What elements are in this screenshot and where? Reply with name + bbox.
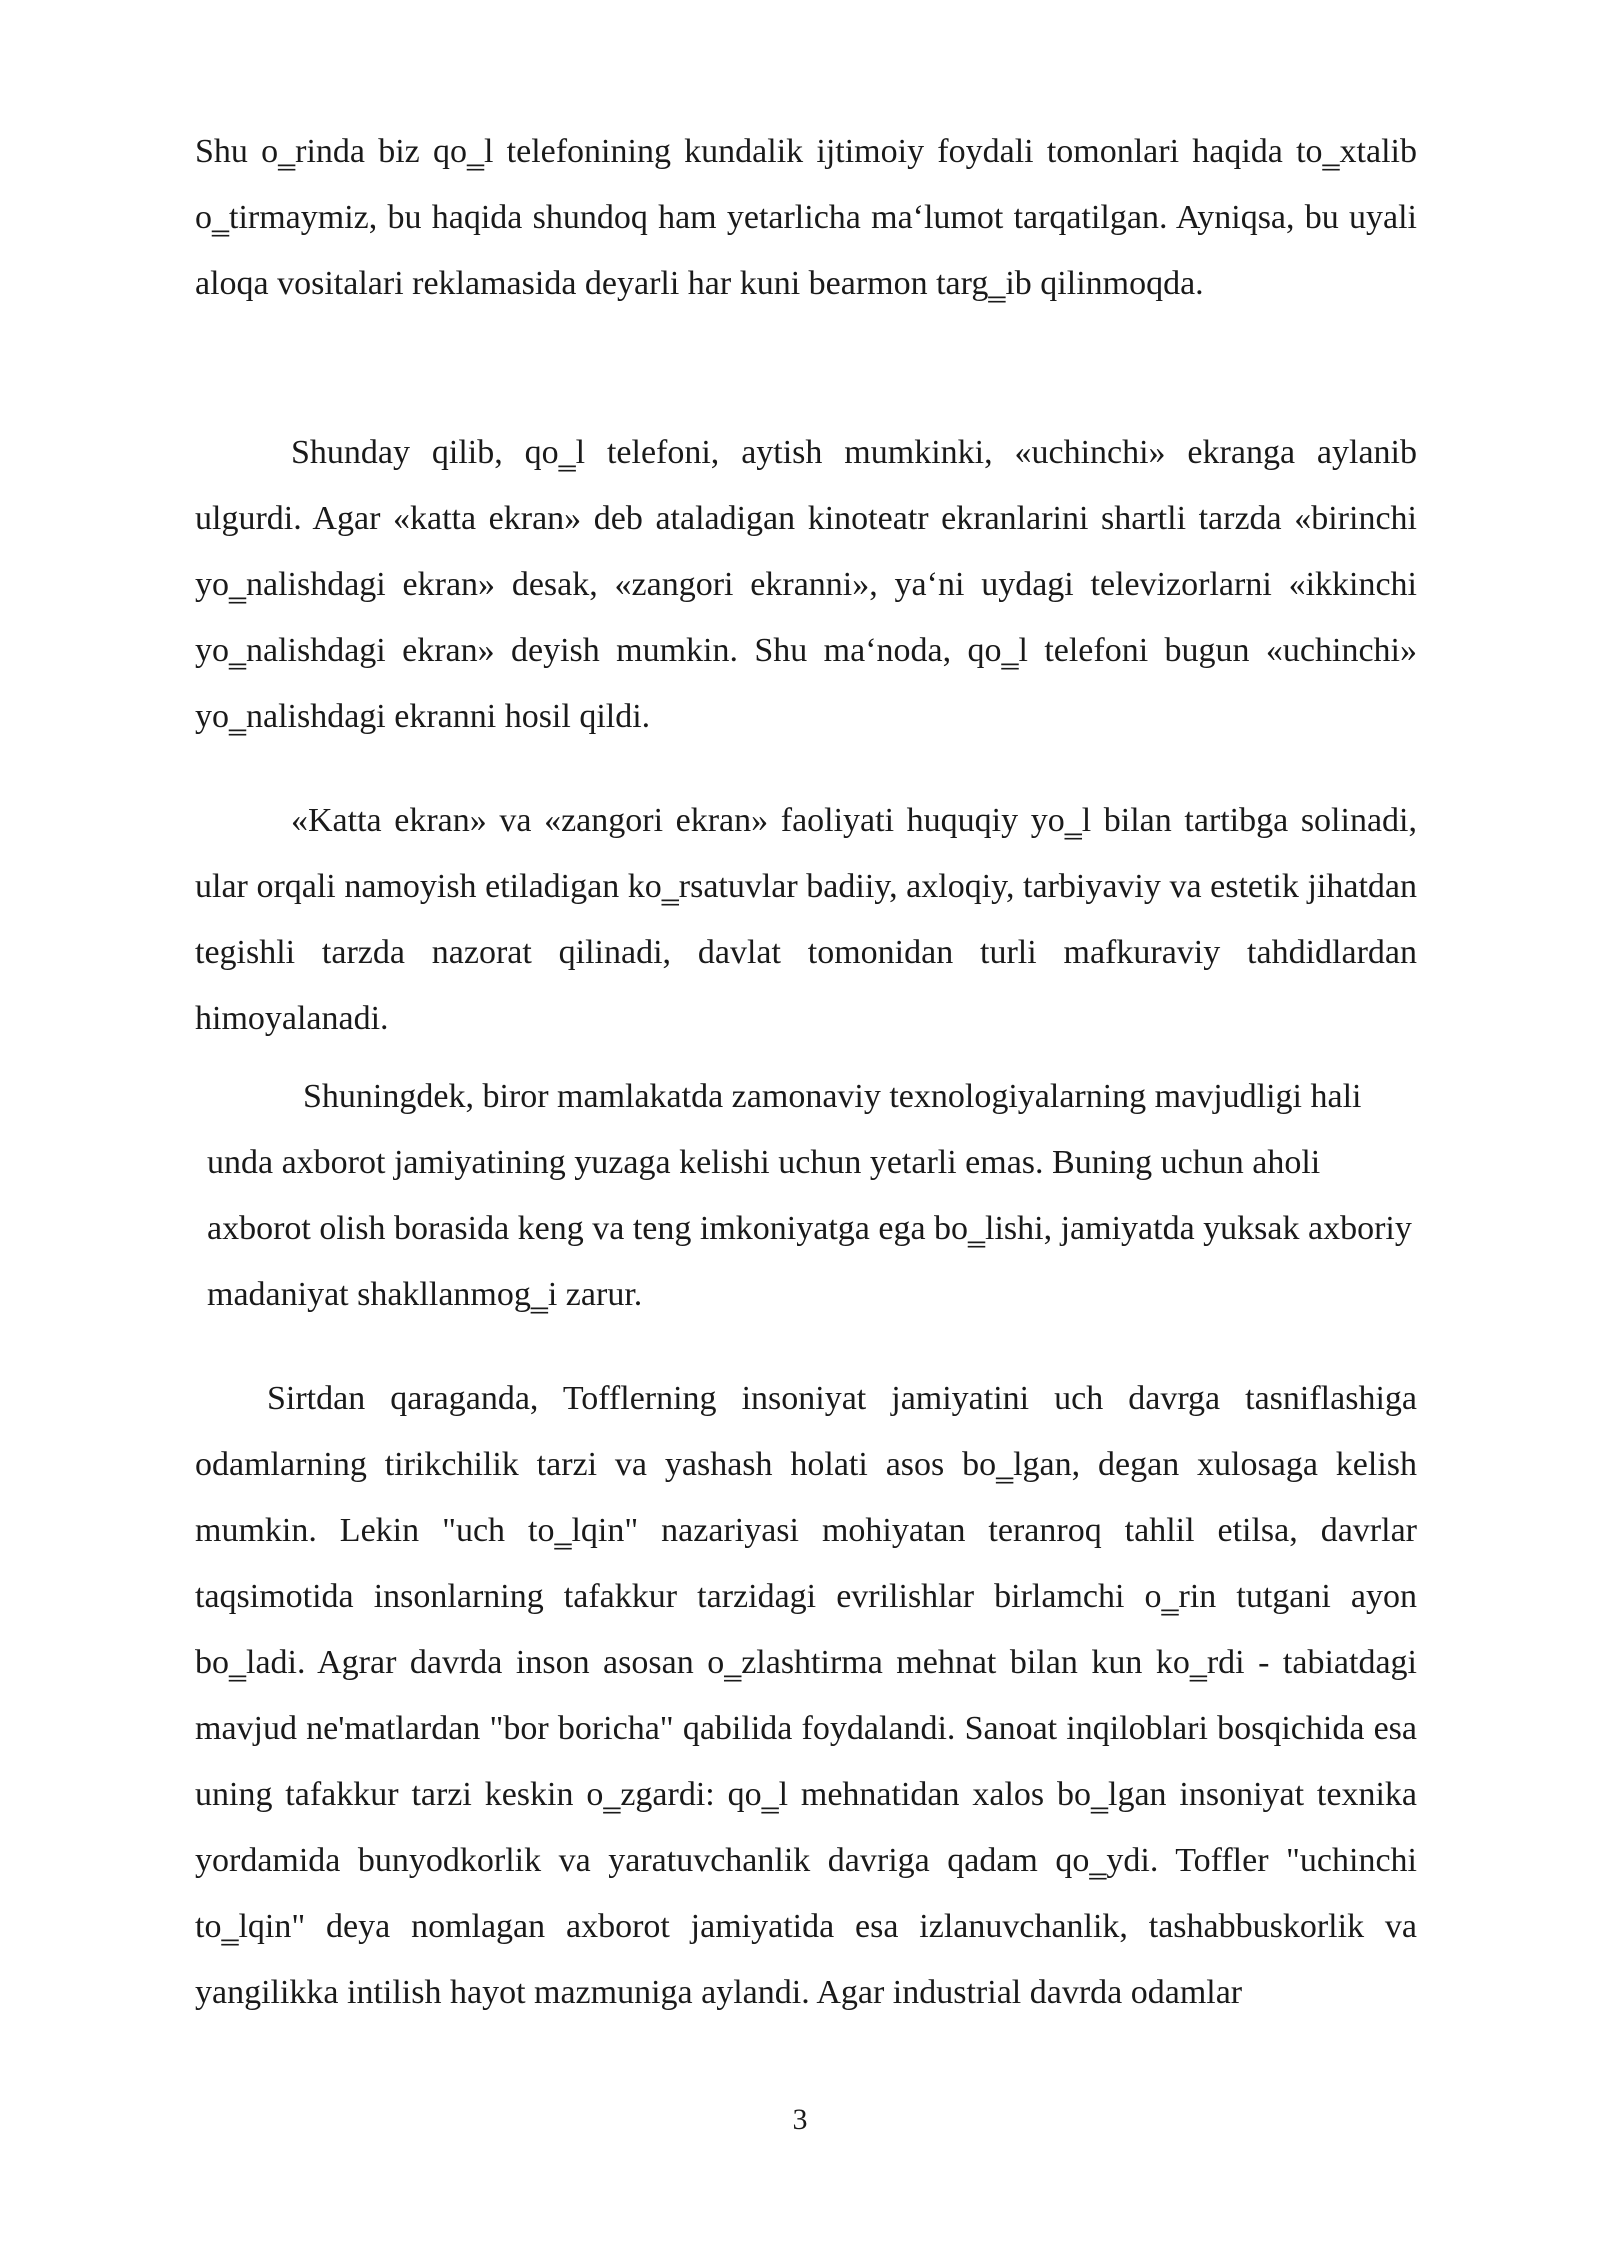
- paragraph-4: Shuningdek, biror mamlakatda zamonaviy texnologiyalarning mavjudligi hali unda axborot jamiyatining yuzaga kelishi uchun yetarli emas. Buning uchun aholi axborot olish borasida keng va teng imkoniyatga ega bo‗lishi, jamiyatda yuksak axboriy madaniyat shakllanmog‗i zarur.: [207, 1078, 1412, 1313]
- paragraph-3: «Katta ekran» va «zangori ekran» faoliyati huquqiy yo‗l bilan tartibga solinadi, ular orqali namoyish etiladigan ko‗rsatuvlar badiiy, axloqiy, tarbiyaviy va estetik jihatdan tegishli tarzda nazorat qilinadi, davlat tomonidan turli mafkuraviy tahdidlardan himoyalanadi.: [195, 802, 1417, 1037]
- paragraph-1: Shu o‗rinda biz qo‗l telefonining kundalik ijtimoiy foydali tomonlari haqida to‗xtalib o‗tirmaymiz, bu haqida shundoq ham yetarlicha ma‘lumot tarqatilgan. Ayniqsa, bu uyali aloqa vositalari reklamasida deyarli har kuni bearmon targ‗ib qilinmoqda.: [195, 133, 1417, 302]
- paragraph-5: Sirtdan qaraganda, Tofflerning insoniyat jamiyatini uch davrga tasniflashiga odamlarning tirikchilik tarzi va yashash holati asos bo‗lgan, degan xulosaga kelish mumkin. Lekin "uch to‗lqin" nazariyasi mohiyatan teranroq tahlil etilsa, davrlar taqsimotida insonlarning tafakkur tarzidagi evrilishlar birlamchi o‗rin tutgani ayon bo‗ladi. Agrar davrda inson asosan o‗zlashtirma mehnat bilan kun ko‗rdi - tabiatdagi mavjud ne'matlardan "bor boricha" qabilida foydalandi. Sanoat inqiloblari bosqichida esa uning tafakkur tarzi keskin o‗zgardi: qo‗l mehnatidan xalos bo‗lgan insoniyat texnika yordamida bunyodkorlik va yaratuvchanlik davriga qadam qo‗ydi. Toffler "uchinchi to‗lqin" deya nomlagan axborot jamiyatida esa izlanuvchanlik, tashabbuskorlik va yangilikka intilish hayot mazmuniga aylandi. Agar industrial davrda odamlar: [195, 1380, 1417, 2011]
- paragraph-2: Shunday qilib, qo‗l telefoni, aytish mumkinki, «uchinchi» ekranga aylanib ulgurdi. Agar «katta ekran» deb ataladigan kinoteatr ekranlarini shartli tarzda «birinchi yo‗nalishdagi ekran» desak, «zangori ekranni», ya‘ni uydagi televizorlarni «ikkinchi yo‗nalishdagi ekran» deyish mumkin. Shu ma‘noda, qo‗l telefoni bugun «uchinchi» yo‗nalishdagi ekranni hosil qildi.: [195, 434, 1417, 735]
- page-number: 3: [792, 2103, 808, 2136]
